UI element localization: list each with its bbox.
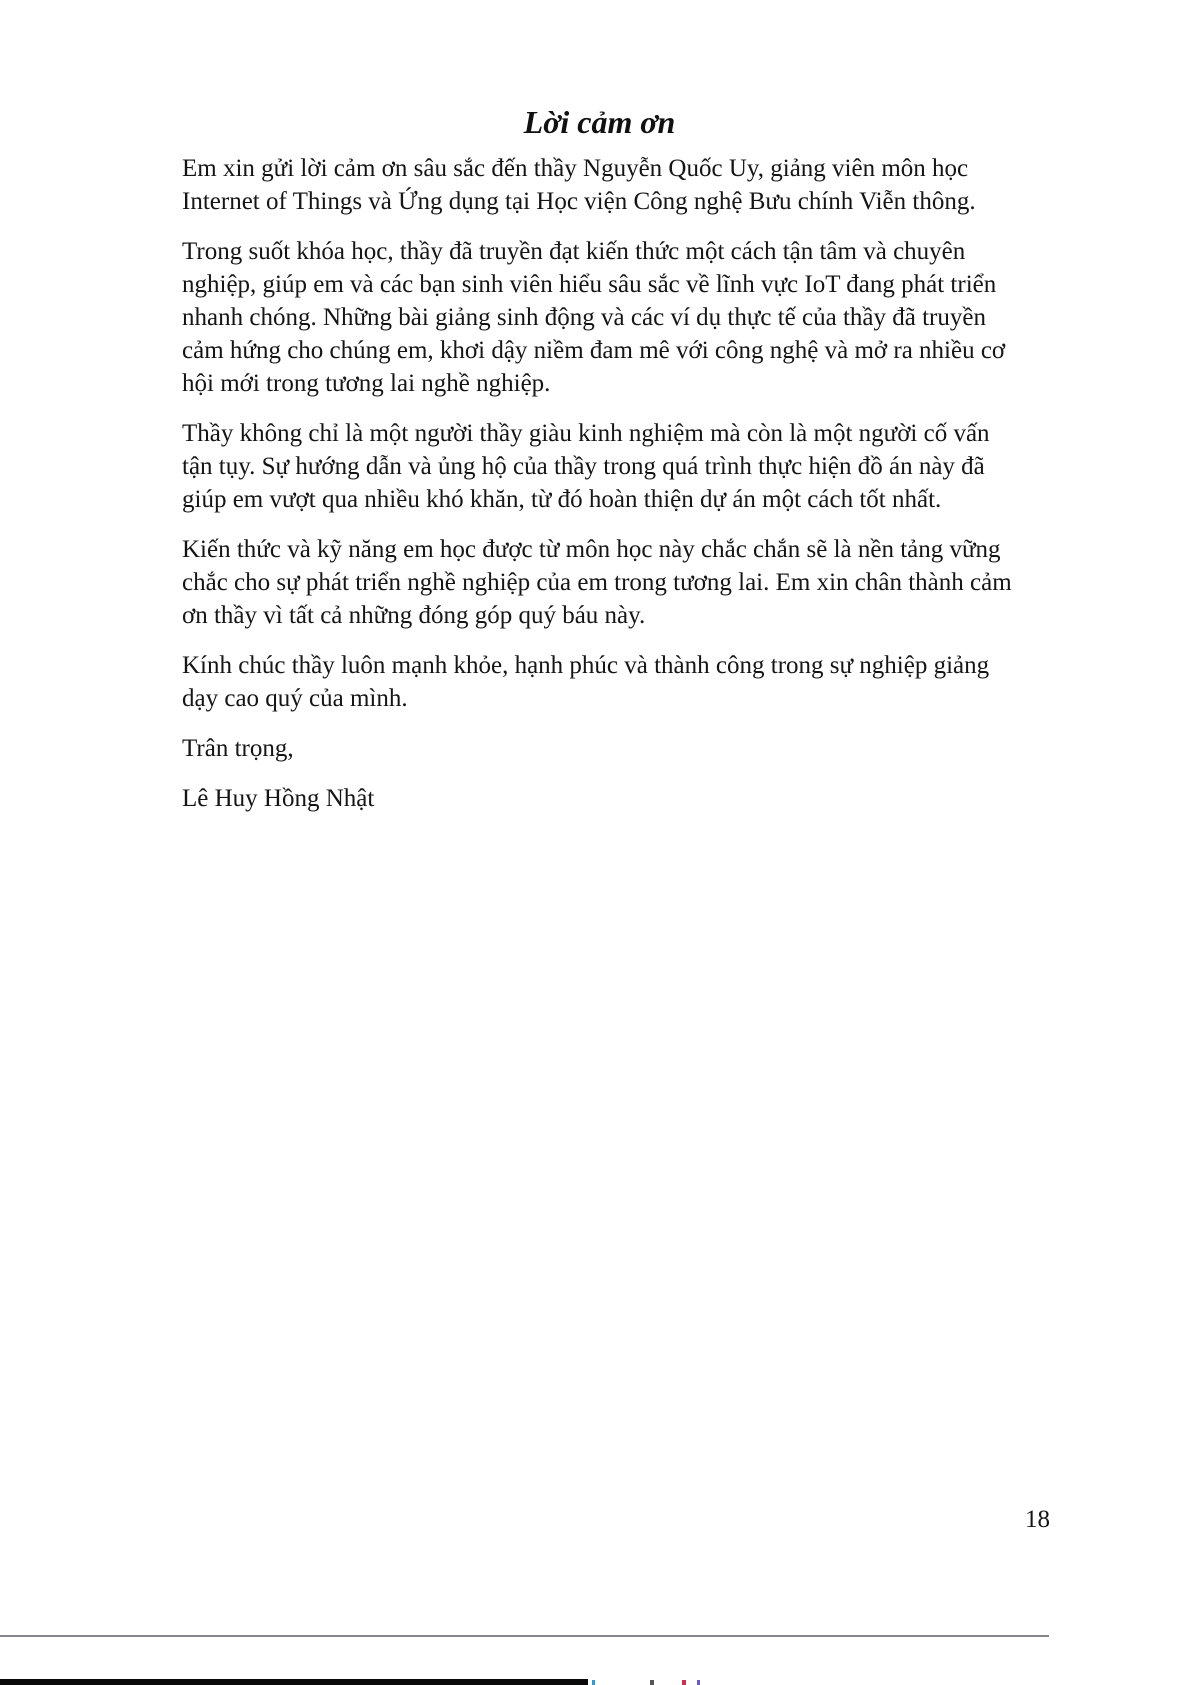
footer-divider-line xyxy=(0,1635,1049,1637)
cutoff-text-fragment xyxy=(650,1680,654,1685)
page-number: 18 xyxy=(1025,1506,1050,1533)
next-page-cutoff-bar xyxy=(0,1679,588,1685)
page-title: Lời cảm ơn xyxy=(523,104,676,140)
signature-name: Lê Huy Hồng Nhật xyxy=(182,785,375,812)
cutoff-text-fragment xyxy=(592,1680,595,1685)
paragraph-intro: Em xin gửi lời cảm ơn sâu sắc đến thầy Nguyễn Quốc Uy, giảng viên môn học Internet of Things và Ứng dụng tại Học viện Công nghệ Bưu chính Viễn thông. xyxy=(182,155,976,215)
acknowledgement-section xyxy=(182,100,1017,832)
paragraph-course: Trong suốt khóa học, thầy đã truyền đạt kiến thức một cách tận tâm và chuyên nghiệp, giúp em và các bạn sinh viên hiểu sâu sắc về lĩnh vực IoT đang phát triển nhanh chóng. Những bài giảng sinh động và các ví dụ thực tế của thầy đã truyền cảm hứng cho chúng em, khơi dậy niềm đam mê với công nghệ và mở ra nhiều cơ hội mới trong tương lai nghề nghiệp. xyxy=(182,238,1006,397)
cutoff-text-fragment xyxy=(697,1680,700,1685)
paragraph-knowledge: Kiến thức và kỹ năng em học được từ môn học này chắc chắn sẽ là nền tảng vững chắc cho sự phát triển nghề nghiệp của em trong tương lai. Em xin chân thành cảm ơn thầy vì tất cả những đóng góp quý báu này. xyxy=(182,536,1012,629)
paragraph-wishes: Kính chúc thầy luôn mạnh khỏe, hạnh phúc và thành công trong sự nghiệp giảng dạy cao quý của mình. xyxy=(182,652,990,712)
signoff-closing: Trân trọng, xyxy=(182,735,294,762)
cutoff-text-fragment xyxy=(682,1680,686,1685)
paragraph-mentor: Thầy không chỉ là một người thầy giàu kinh nghiệm mà còn là một người cố vấn tận tụy. Sự hướng dẫn và ủng hộ của thầy trong quá trình thực hiện đồ án này đã giúp em vượt qua nhiều khó khăn, từ đó hoàn thiện dự án một cách tốt nhất. xyxy=(182,420,990,513)
